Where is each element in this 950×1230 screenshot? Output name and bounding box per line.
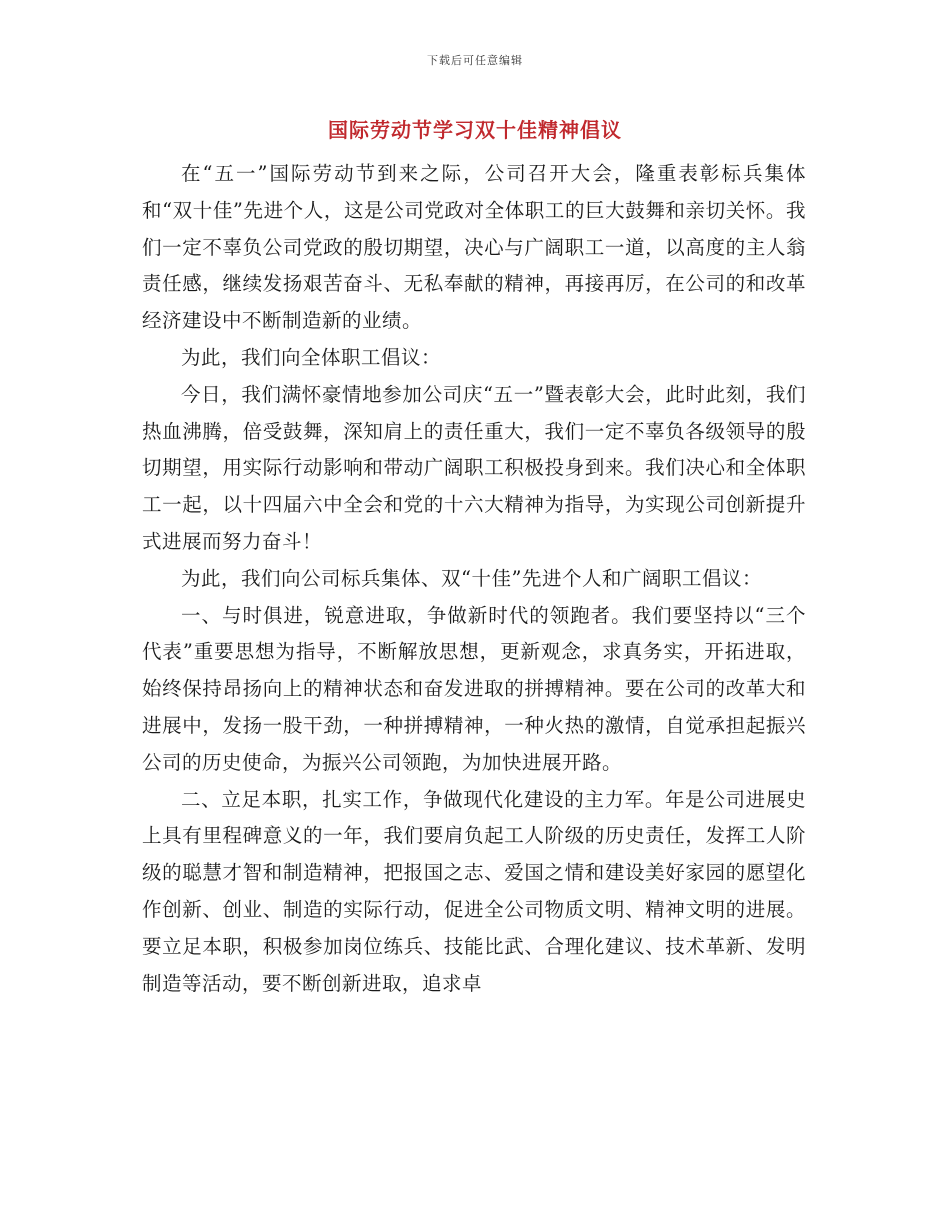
paragraph-point-two: 二、立足本职，扎实工作，争做现代化建设的主力军。年是公司进展史上具有里程碑意义的一年，我们要肩负起工人阶级的历史责任，发挥工人阶级的聪慧才智和制造精神，把报国之志、爱国之情和建设美好家园的愿望化作创新、创业、制造的实际行动，促进全公司物质文明、精神文明的进展。要立足本职，积极参加岗位练兵、技能比武、合理化建议、技术革新、发明制造等活动，要不断创新进取，追求卓 <box>142 787 806 995</box>
paragraph-today: 今日，我们满怀豪情地参加公司庆“五一”暨表彰大会，此时此刻，我们热血沸腾，倍受鼓舞，深知肩上的责任重大，我们一定不辜负各级领导的殷切期望，用实际行动影响和带动广阔职工积极投身到来。我们决心和全体职工一起，以十四届六中全会和党的十六大精神为指导，为实现公司创新提升式进展而努力奋斗！ <box>142 382 806 553</box>
paragraph-point-one: 一、与时俱进，锐意进取，争做新时代的领跑者。我们要坚持以“三个代表”重要思想为指导，不断解放思想，更新观念，求真务实，开拓进取，始终保持昂扬向上的精神状态和奋发进取的拼搏精神。要在公司的改革大和进展中，发扬一股干劲，一种拼搏精神，一种火热的激情，自觉承担起振兴公司的历史使命，为振兴公司领跑，为加快进展开路。 <box>142 603 806 774</box>
document-title: 国际劳动节学习双十佳精神倡议 <box>328 118 622 142</box>
paragraph-proposal-lead-2: 为此，我们向公司标兵集体、双“十佳”先进个人和广阔职工倡议： <box>181 566 762 590</box>
paragraph-intro: 在“五一”国际劳动节到来之际，公司召开大会，隆重表彰标兵集体和“双十佳”先进个人，这是公司党政对全体职工的巨大鼓舞和亲切关怀。我们一定不辜负公司党政的殷切期望，决心与广阔职工一道，以高度的主人翁责任感，继续发扬艰苦奋斗、无私奉献的精神，再接再厉，在公司的和改革经济建设中不断制造新的业绩。 <box>142 162 806 333</box>
page-header-note: 下载后可任意编辑 <box>427 54 523 67</box>
document-body <box>142 156 806 1002</box>
paragraph-proposal-lead: 为此，我们向全体职工倡议： <box>181 345 442 369</box>
